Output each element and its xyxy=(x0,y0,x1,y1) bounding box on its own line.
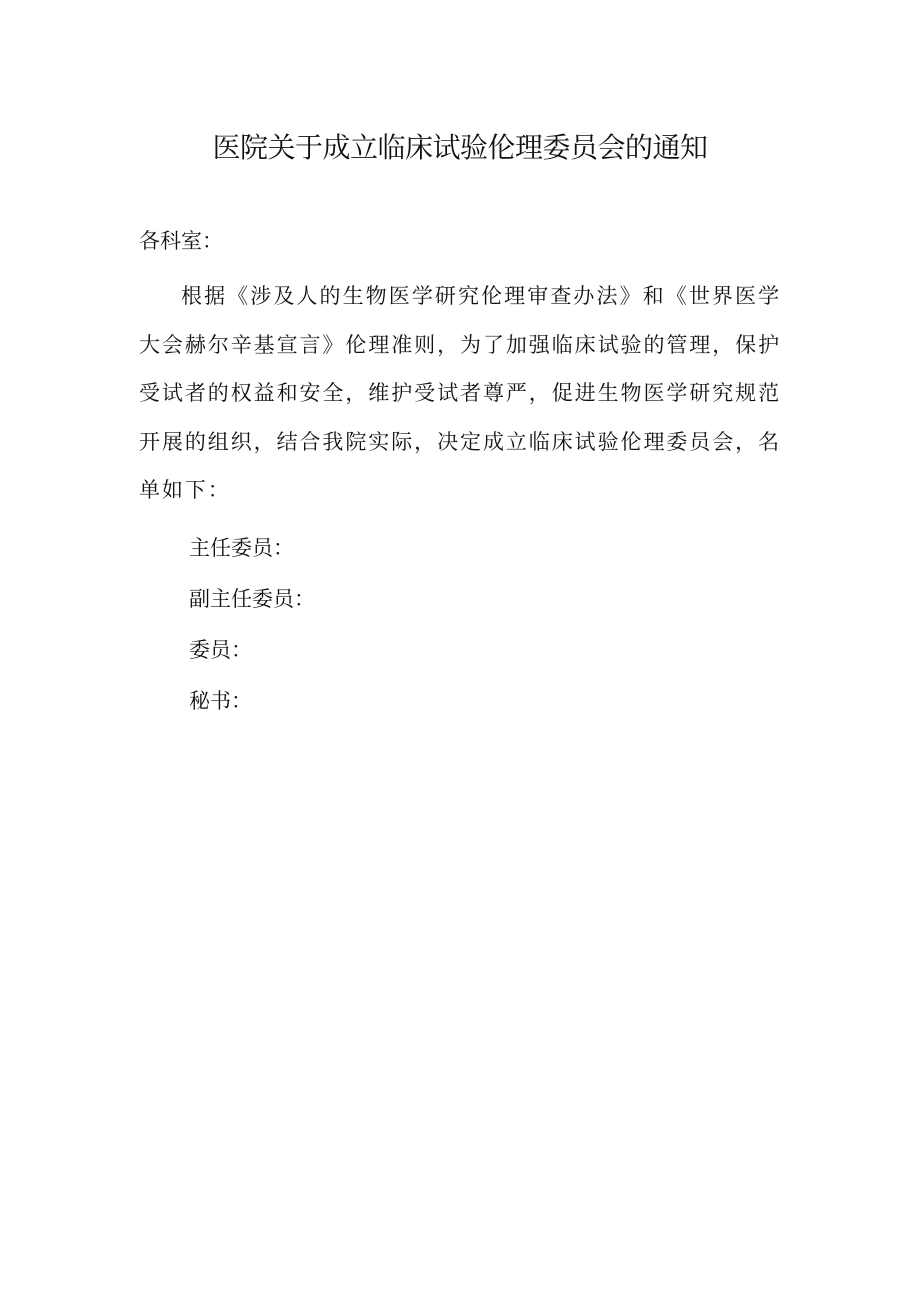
document-title: 医院关于成立临床试验伦理委员会的通知 xyxy=(212,131,708,164)
role-member: 委员： xyxy=(189,637,252,662)
committee-member-list xyxy=(139,523,781,727)
document-content xyxy=(139,222,781,727)
body-paragraph: 根据《涉及人的生物医学研究伦理审查办法》和《世界医学大会赫尔辛基宣言》伦理准则，为了加强临床试验的管理，保护受试者的权益和安全，维护受试者尊严，促进生物医学研究规范开展的组织，结合我院实际，决定成立临床试验伦理委员会，名单如下： xyxy=(139,284,781,502)
role-vice-chairman: 副主任委员： xyxy=(189,586,315,611)
salutation: 各科室： xyxy=(139,229,223,253)
role-secretary: 秘书： xyxy=(189,688,252,713)
role-chairman: 主任委员： xyxy=(189,535,294,560)
